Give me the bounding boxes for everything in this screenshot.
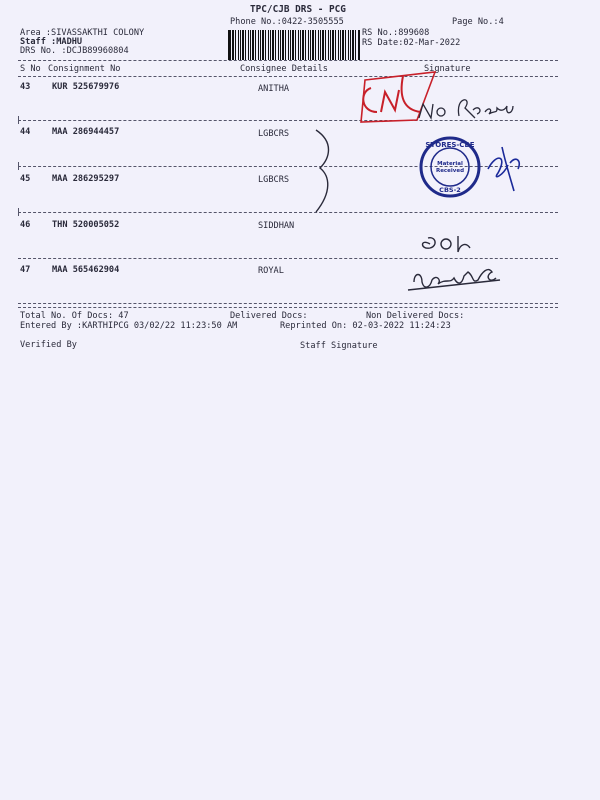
row-consignment: MAA 565462904 — [52, 265, 120, 275]
divider — [18, 60, 558, 61]
column-sno: S No — [20, 64, 41, 74]
page-number: Page No.:4 — [452, 17, 504, 27]
verified-by: Verified By — [20, 340, 77, 350]
row-consignee: LGBCRS — [258, 175, 290, 185]
divider — [18, 303, 558, 304]
row-consignment: KUR 525679976 — [52, 82, 120, 92]
row-sno: 45 — [20, 174, 31, 184]
row-sno: 43 — [20, 82, 31, 92]
rs-number: RS No.:899608 — [362, 28, 430, 38]
stamp-bottom-text: CBS-2 — [439, 186, 461, 194]
document-title: TPC/CJB DRS - PCG — [250, 4, 346, 15]
row-sno: 46 — [20, 220, 31, 230]
staff-signature-label: Staff Signature — [300, 341, 378, 351]
entered-by: Entered By :KARTHIPCG 03/02/22 11:23:50 AM — [20, 321, 238, 331]
stamp-top-text: STORES-CBE — [425, 141, 475, 149]
delivered-docs: Delivered Docs: — [230, 311, 308, 321]
column-consignment: Consignment No — [48, 64, 121, 74]
stamp-center-line1: Material — [437, 161, 463, 167]
row-sno: 47 — [20, 265, 31, 275]
row-consignee: SIDDHAN — [258, 221, 295, 231]
divider — [18, 307, 558, 308]
column-signature: Signature — [424, 64, 471, 74]
material-received-stamp — [418, 135, 528, 199]
divider-tick — [18, 162, 19, 170]
stamp-center-line2: Received — [435, 168, 465, 174]
staff-field: Staff :MADHU — [20, 37, 83, 47]
reprinted-on: Reprinted On: 02-03-2022 11:24:23 — [280, 321, 451, 331]
column-consignee: Consignee Details — [240, 64, 328, 74]
row-sno: 44 — [20, 127, 31, 137]
total-docs: Total No. Of Docs: 47 — [20, 311, 129, 321]
divider-tick — [18, 116, 19, 124]
area-field: Area :SIVASSAKTHI COLONY — [20, 28, 145, 38]
non-delivered-docs: Non Delivered Docs: — [366, 311, 465, 321]
handwritten-cnc-no-response — [355, 68, 525, 124]
drs-number: DRS No. :DCJB89960804 — [20, 46, 129, 56]
row-consignee: LGBCRS — [258, 129, 290, 139]
rs-date: RS Date:02-Mar-2022 — [362, 38, 461, 48]
row-consignment: THN 520005052 — [52, 220, 120, 230]
divider-tick — [18, 208, 19, 216]
row-consignment: MAA 286944457 — [52, 127, 120, 137]
divider — [18, 212, 558, 213]
row-consignee: ROYAL — [258, 266, 284, 276]
handwritten-signature-row47 — [400, 232, 510, 300]
handwritten-brace — [308, 128, 338, 214]
barcode — [228, 30, 360, 60]
row-consignee: ANITHA — [258, 84, 290, 94]
phone-number: Phone No.:0422-3505555 — [230, 17, 344, 27]
row-consignment: MAA 286295297 — [52, 174, 120, 184]
